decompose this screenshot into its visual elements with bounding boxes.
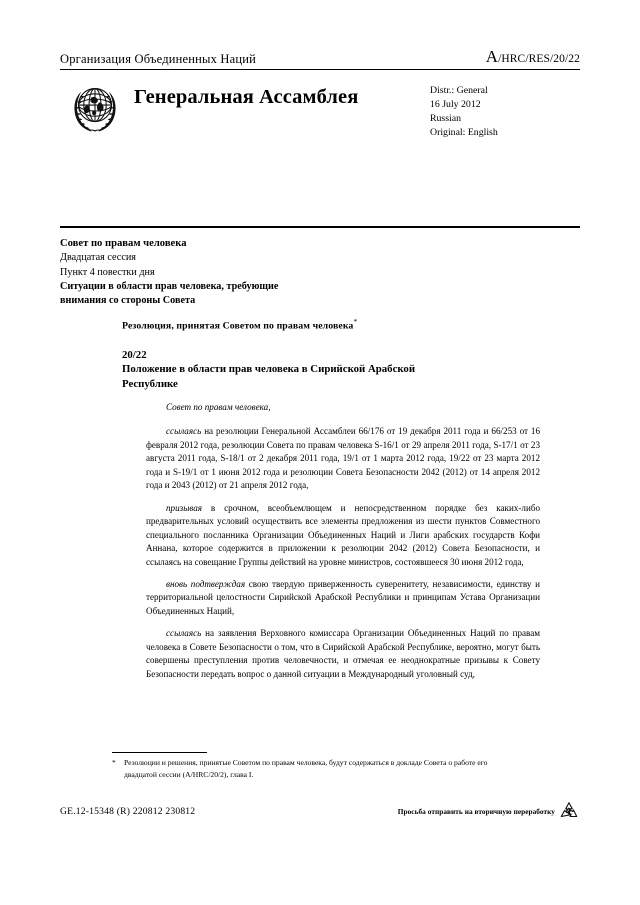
agenda-item: Пункт 4 повестки дня [60, 266, 155, 278]
document-symbol [486, 48, 580, 67]
document-symbol-prefix: A [485, 47, 499, 66]
agenda-title-line2: внимания со стороны Совета [60, 295, 196, 307]
paragraph-text: на резолюции Генеральной Ассамблеи 66/176 от 19 декабря 2011 года и 66/253 от 16 февраля 2012 года, резолюции Совета по правам человека S-16/1 от 29 апреля 2011 года, S-17/1 от 23 августа 2011 года, S-18/1 от 2 декабря 2011 года, 19/1 от 1 марта 2012 года, 19/22 от 23 марта 2012 года и S-19/1 от 1 июня 2012 года и резолюции Совета Безопасности 2042 (2012) от 14 апреля 2012 года и 2043 (2012) от 21 апреля 2012 года, [146, 426, 540, 491]
preambular-paragraph [146, 578, 540, 618]
paragraph-text: в срочном, всеобъемлющем и непосредственном порядке без каких-либо предварительных условий осуществить все элементы предложения из шести пунктов Совместного специального посланника Организации Объединенных Наций и Лиги арабских государств Кофи Аннана, которое содержится в приложении к резолюции 2042 (2012) Совета Безопасности, и ссылаясь на совещание Группы действий на уровне министров, состоявшееся 30 июня 2012 года, [146, 502, 540, 567]
paragraph-lead-in: ссылаясь [166, 628, 202, 639]
resolution-title: Положение в области прав человека в Сирийской Арабской Республике [122, 363, 416, 390]
preambular-paragraph [146, 425, 540, 492]
recycle-notice [398, 800, 580, 822]
body-title: Генеральная Ассамблея [134, 85, 359, 108]
section-divider [60, 226, 580, 228]
paragraph-text: свою твердую приверженность суверенитету, независимости, единству и территориальной целостности Сирийской Арабской Республики и принципам Устава Организации Объединенных Наций, [146, 578, 540, 616]
preambular-paragraph [146, 627, 540, 681]
body-organ: Совет по правам человека, [166, 402, 271, 412]
council-name: Совет по правам человека [60, 238, 187, 249]
footnote [112, 757, 512, 781]
distribution-block [430, 84, 580, 141]
session-block [60, 236, 480, 309]
resolution-adopted-text: Резолюция, принятая Советом по правам человека [122, 320, 354, 332]
recycle-text: Просьба отправить на вторичную переработку [397, 806, 555, 816]
preambular-paragraph [146, 502, 540, 569]
distr-type: Distr.: General [430, 84, 488, 96]
un-emblem-icon [62, 76, 128, 142]
paragraph-lead-in: призывая [166, 502, 203, 513]
organization-name: Организация Объединенных Наций [60, 51, 257, 66]
footnote-divider [112, 752, 207, 753]
session-number: Двадцатая сессия [60, 252, 136, 264]
resolution-number: 20/22 [122, 349, 147, 361]
recycle-icon [558, 800, 580, 822]
agenda-title-line1: Ситуации в области прав человека, требующие [60, 281, 279, 292]
header-top-row [60, 48, 580, 69]
footnote-marker: * [112, 758, 116, 767]
document-header [60, 48, 580, 142]
document-body [146, 401, 540, 690]
paragraph-lead-in: ссылаясь [166, 426, 202, 437]
document-symbol-rest: /HRC/RES/20/22 [498, 53, 580, 65]
document-footer [60, 800, 580, 822]
distr-language: Russian [430, 113, 462, 125]
paragraph-text: на заявления Верховного комиссара Организации Объединенных Наций по правам человека в Совете Безопасности о том, что в Сирийской Арабской Республике, вероятно, могут быть совершены преступления против человечности, и отмечая ее неоднократные призывы к Совету Безопасности передать вопрос о данной ситуации в Международный уголовный суд, [146, 628, 540, 679]
distr-date: 16 July 2012 [430, 98, 481, 110]
resolution-footnote-marker: * [353, 317, 358, 326]
header-divider [60, 69, 580, 70]
header-bottom-row [60, 76, 580, 142]
footnote-text: Резолюции и решения, принятые Советом по правам человека, будут содержаться в докладе Совета о работе его двадцатой сессии (A/HRC/20/2), глава I. [124, 758, 488, 779]
paragraph-lead-in: вновь подтверждая [166, 578, 246, 589]
distr-original: Original: English [430, 127, 498, 139]
resolution-adopted-by [122, 317, 357, 331]
ge-code: GE.12-15348 (R) 220812 230812 [60, 805, 196, 817]
